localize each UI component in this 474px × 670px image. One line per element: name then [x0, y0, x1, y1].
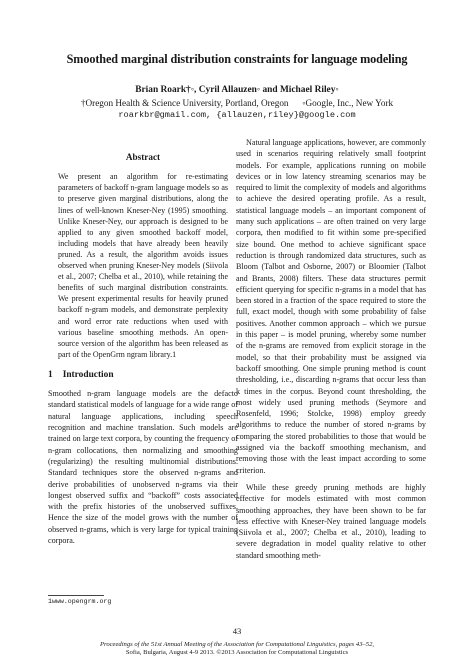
footnote-rule [48, 595, 104, 596]
section-title: Introduction [62, 369, 114, 380]
page-number: 43 [232, 626, 242, 636]
section-number: 1 [48, 369, 53, 380]
right-paragraph-2: While these greedy pruning methods are highly effective for models estimated with most common smoothing approaches, they have been shown to be far less effective with Kneser-Ney trained language models (Siivola et al., 2007; Chelba et al., 2010), leading to severe degradation in model quality relative to other standard smoothing meth- [236, 482, 426, 560]
footnote: 1www.opengrm.org [48, 598, 112, 605]
author-emails: roarkbr@gmail.com, {allauzen,riley}@google.com [118, 110, 356, 120]
section-heading-introduction [48, 370, 238, 381]
venue-line: Sofia, Bulgaria, August 4-9 2013. ©2013 Association for Computational Linguistics [125, 649, 349, 656]
proceedings-line: Proceedings of the 51st Annual Meeting of the Association for Computational Linguistics, pages 43–52, [99, 641, 375, 648]
affiliations: †Oregon Health & Science University, Portland, Oregon ◦Google, Inc., New York [80, 98, 394, 108]
paper-title: Smoothed marginal distribution constraints for language modeling [66, 52, 408, 66]
left-column [48, 152, 238, 546]
abstract-body [48, 171, 238, 360]
author-list: Brian Roark†◦, Cyril Allauzen◦ and Michael Riley◦ [135, 85, 339, 95]
abstract-heading: Abstract [125, 152, 161, 162]
intro-paragraph: Smoothed n-gram language models are the defacto standard statistical models of language for a wide range of natural language applications, including speech recognition and machine translation. Such models are trained on large text corpora, by counting the frequency of n-gram collocations, then normalizing and smoothing (regularizing) the resulting multinomial distributions. Standard techniques store the observed n-grams and derive probabilities of unobserved n-grams via their longest observed suffix and “backoff” costs associated with the prefix histories of the unobserved suffixes. Hence the size of the model grows with the number of observed n-grams, which is very large for typical training corpora. [48, 389, 238, 546]
right-column [236, 137, 426, 561]
right-paragraph-1: Natural language applications, however, are commonly used in scenarios requiring relatively small footprint models. For example, applications running on mobile devices or in low latency streaming scenarios may be required to limit the complexity of models and algorithms to achieve the desired operating profile. As a result, statistical language models – an important component of many such applications – are often trained on very large corpora, then modified to fit within some pre-specified size bound. One method to achieve significant space reduction is through randomized data structures, such as Bloom (Talbot and Osborne, 2007) or Bloomier (Talbot and Brants, 2008) filters. These data structures permit efficient querying for specific n-grams in a model that has been stored in a fraction of the space required to store the full, exact model, though with some probability of false positives. Another common approach – which we pursue in this paper – is model pruning, whereby some number of the n-grams are removed from explicit storage in the model, so that their probability must be assigned via backoff smoothing. One simple pruning method is count thresholding, i.e., discarding n-grams that occur less than k times in the corpus. Beyond count thresholding, the most widely used pruning methods (Seymore and Rosenfeld, 1996; Stolcke, 1998) employ greedy algorithms to reduce the number of stored n-grams by comparing the stored probabilities to those that would be assigned via the backoff smoothing mechanism, and removing those with the least impact according to some criterion. [236, 138, 426, 475]
abstract-text: We present an algorithm for re-estimating parameters of backoff n-gram language models so as to preserve given marginal distributions, along the lines of well-known Kneser-Ney (1995) smoothing. Unlike Kneser-Ney, our approach is designed to be applied to any given smoothed backoff model, including models that have already been heavily pruned. As a result, the algorithm avoids issues observed when pruning Kneser-Ney models (Siivola et al., 2007; Chelba et al., 2010), while retaining the benefits of such marginal distribution constraints. We present experimental results for heavily pruned backoff n-gram models, and demonstrate perplexity and word error rate reductions when used with various baseline smoothing methods. An open-source version of the algorithm has been released as part of the OpenGrm ngram library.1 [58, 172, 228, 359]
